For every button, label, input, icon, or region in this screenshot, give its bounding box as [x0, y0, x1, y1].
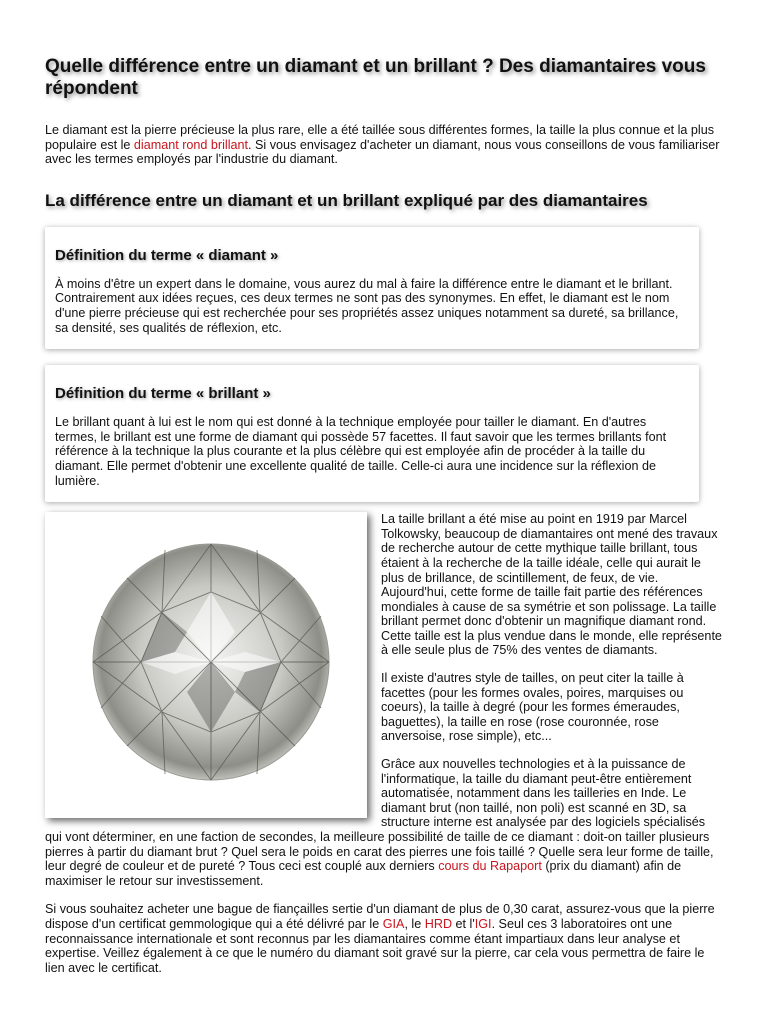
- article: [45, 56, 725, 975]
- paragraph-styles: Il existe d'autres style de tailles, on peut citer la taille à facettes (pour les formes ovales, poires, marquises ou coeurs), la taille à degré (pour les formes émeraudes, baguettes), la taille en rose (rose couronnée, rose anversoise, rose simple), etc...: [381, 671, 684, 744]
- link-igi[interactable]: IGI: [474, 916, 492, 931]
- outro-text-d: . Seul ces 3 laboratoires ont une reconnaissance internationale et sont reconnus par les diamantaires comme étant impartiaux dans leur analyse et expertise. Veillez également à ce que le numéro du diamant soit gravé sur la pierre, car cela vous permettra de faire le lien avec le certificat.: [45, 916, 705, 975]
- card-text-brillant: Le brillant quant à lui est le nom qui est donné à la technique employée pour tailler le diamant. En d'autres termes, le brillant est une forme de diamant qui possède 57 facettes. Il faut savoir que les termes brillants font référence à la technique la plus courante et la plus célèbre qui est employée afin de procéder à la taille du diamant. Elle permet d'obtenir une excellente qualité de taille. Celle-ci aura une incidence sur la réflexion de lumière.: [55, 415, 667, 488]
- definition-card-brillant: [45, 365, 699, 502]
- paragraph-tolkowsky: La taille brillant a été mise au point en 1919 par Marcel Tolkowsky, beaucoup de diamantaires ont mené des travaux de recherche autour de cette mythique taille brillant, tous étaient à la recherche de la taille idéale, celle qui aurait le plus de brillance, de scintillement, de feux, de vie. Aujourd'hui, cette forme de taille fait partie des références mondiales à cause de sa symétrie et son polissage. La taille brillant permet donc d'obtenir un magnifique diamant rond. Cette taille est la plus vendue dans le monde, elle représente à elle seule plus de 75% des ventes de diamants.: [381, 512, 722, 658]
- link-gia[interactable]: GIA: [382, 916, 405, 931]
- intro-paragraph: [45, 123, 725, 167]
- paragraph-certificat: [45, 902, 725, 975]
- definition-card-diamant: [45, 227, 699, 349]
- link-hrd[interactable]: HRD: [424, 916, 453, 931]
- outro-text-b: , le: [404, 916, 425, 931]
- outro-text-a: Si vous souhaitez acheter une bague de fiançailles sertie d'un diamant de plus de 0,30 carat, assurez-vous que la pierre dispose d'un certificat gemmologique qui a été délivré par le: [45, 902, 715, 931]
- diamond-illustration: [45, 512, 367, 818]
- intro-text-b: . Si vous envisagez d'acheter un diamant, nous vous conseillons de vous familiariser avec les termes employés par l'industrie du diamant.: [45, 137, 720, 167]
- card-title-diamant: Définition du terme « diamant »: [55, 246, 279, 264]
- intro-text-a: Le diamant est la pierre précieuse la plus rare, elle a été taillée sous différentes formes, la taille la plus connue et la plus populaire est le: [45, 123, 715, 152]
- link-cours-rapaport[interactable]: cours du Rapaport: [438, 859, 542, 874]
- body-section: [45, 502, 725, 888]
- tech-text-a: Grâce aux nouvelles technologies et à la puissance de l'informatique, la taille du diamant peut-être entièrement automatisée, notamment dans les tailleries en Inde. Le diamant brut (non taillé, non poli) est scanné en 3D, sa structure interne est analysée par des logiciels spécialisés qui vont déterminer, en une faction de secondes, la meilleure possibilité de taille de ce diamant : doit-on tailler plusieurs pierres à partir du diamant brut ? Quel sera le poids en carat des pierres une fois taillé ? Quelle sera leur forme de taille, leur degré de couleur et de pureté ? Tous ceci est couplé aux derniers: [45, 757, 714, 874]
- outro-text-c: et l': [452, 916, 475, 931]
- card-title-brillant: Définition du terme « brillant »: [55, 385, 271, 403]
- diamond-photo: [45, 512, 367, 818]
- tech-text-b: (prix du diamant) afin de maximiser le retour sur investissement.: [45, 859, 682, 888]
- page-title: Quelle différence entre un diamant et un brillant ? Des diamantaires vous répondent: [45, 56, 706, 99]
- link-diamant-rond-brillant[interactable]: diamant rond brillant: [133, 137, 249, 152]
- card-text-diamant: À moins d'être un expert dans le domaine, vous aurez du mal à faire la différence entre le diamant et le brillant. Contrairement aux idées reçues, ces deux termes ne sont pas des synonymes. En effet, le diamant est le nom d'une pierre précieuse qui est recherchée pour ses propriétés assez uniques notamment sa dureté, sa brillance, sa densité, ses qualités de réflexion, etc.: [55, 276, 679, 335]
- section-title: La différence entre un diamant et un brillant expliqué par des diamantaires: [45, 190, 648, 210]
